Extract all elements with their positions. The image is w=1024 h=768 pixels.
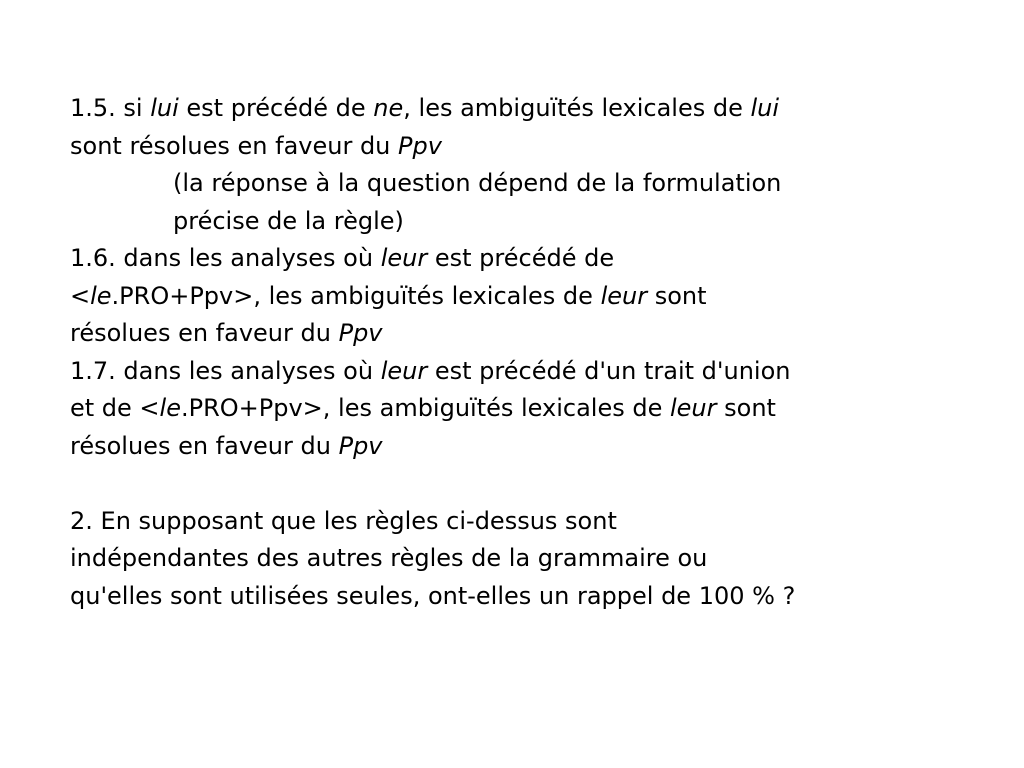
rule-1-5-note-line-2 [70,203,970,241]
italic-term: leur [380,244,428,272]
text-run: et de < [70,394,160,422]
text-run: qu'elles sont utilisées seules, ont-elles un rappel de 100 % ? [70,581,796,610]
text-run: résolues en faveur du [70,431,339,460]
text-run: .PRO+Ppv>, les ambiguïtés lexicales de [180,394,670,422]
italic-term: lui [150,94,179,122]
question-2-line-2 [70,540,970,578]
text-run: indépendantes des autres règles de la grammaire ou [70,544,708,572]
text-run: précise de la règle) [173,206,404,235]
rule-1-6-line-3 [70,315,970,353]
text-run: , les ambiguïtés lexicales de [403,94,751,122]
slide-body [70,90,970,615]
italic-term: le [90,281,112,310]
text-run: 1.5. si [70,94,151,122]
rule-1-7-line-1 [70,353,970,391]
text-run: 1.7. dans les analyses où [70,356,381,385]
italic-term: leur [670,394,717,422]
rule-1-6-line-1 [70,240,970,278]
italic-term: leur [600,281,648,310]
rule-1-7-line-3 [70,428,970,466]
text-run: résolues en faveur du [70,319,339,347]
text-run: 2. En supposant que les règles ci-dessus sont [70,506,617,535]
text-run: est précédé de [178,94,374,122]
text-run: est précédé de [427,244,615,272]
italic-term: ne [373,94,404,122]
rule-1-5-note-line-1 [70,165,970,203]
rule-1-6-line-2 [70,278,970,316]
text-run: (la réponse à la question dépend de la formulation [173,169,782,197]
text-run: < [70,281,91,310]
italic-term: Ppv [338,431,383,460]
blank-line [70,465,970,503]
rule-1-5-line-1 [70,90,970,128]
text-run: .PRO+Ppv>, les ambiguïtés lexicales de [111,281,601,310]
text-run: sont [647,281,707,310]
italic-term: le [159,394,181,422]
text-run: sont [716,394,776,422]
text-run: est précédé d'un trait d'union [427,356,791,385]
text-run: 1.6. dans les analyses où [70,244,381,272]
rule-1-7-line-2 [70,390,970,428]
italic-term: Ppv [338,319,383,347]
italic-term: leur [380,356,428,385]
text-run: sont résolues en faveur du [70,131,399,160]
question-2-line-1 [70,503,970,541]
rule-1-5-line-2 [70,128,970,166]
italic-term: lui [750,94,780,122]
italic-term: Ppv [398,131,442,160]
question-2-line-3 [70,578,970,616]
